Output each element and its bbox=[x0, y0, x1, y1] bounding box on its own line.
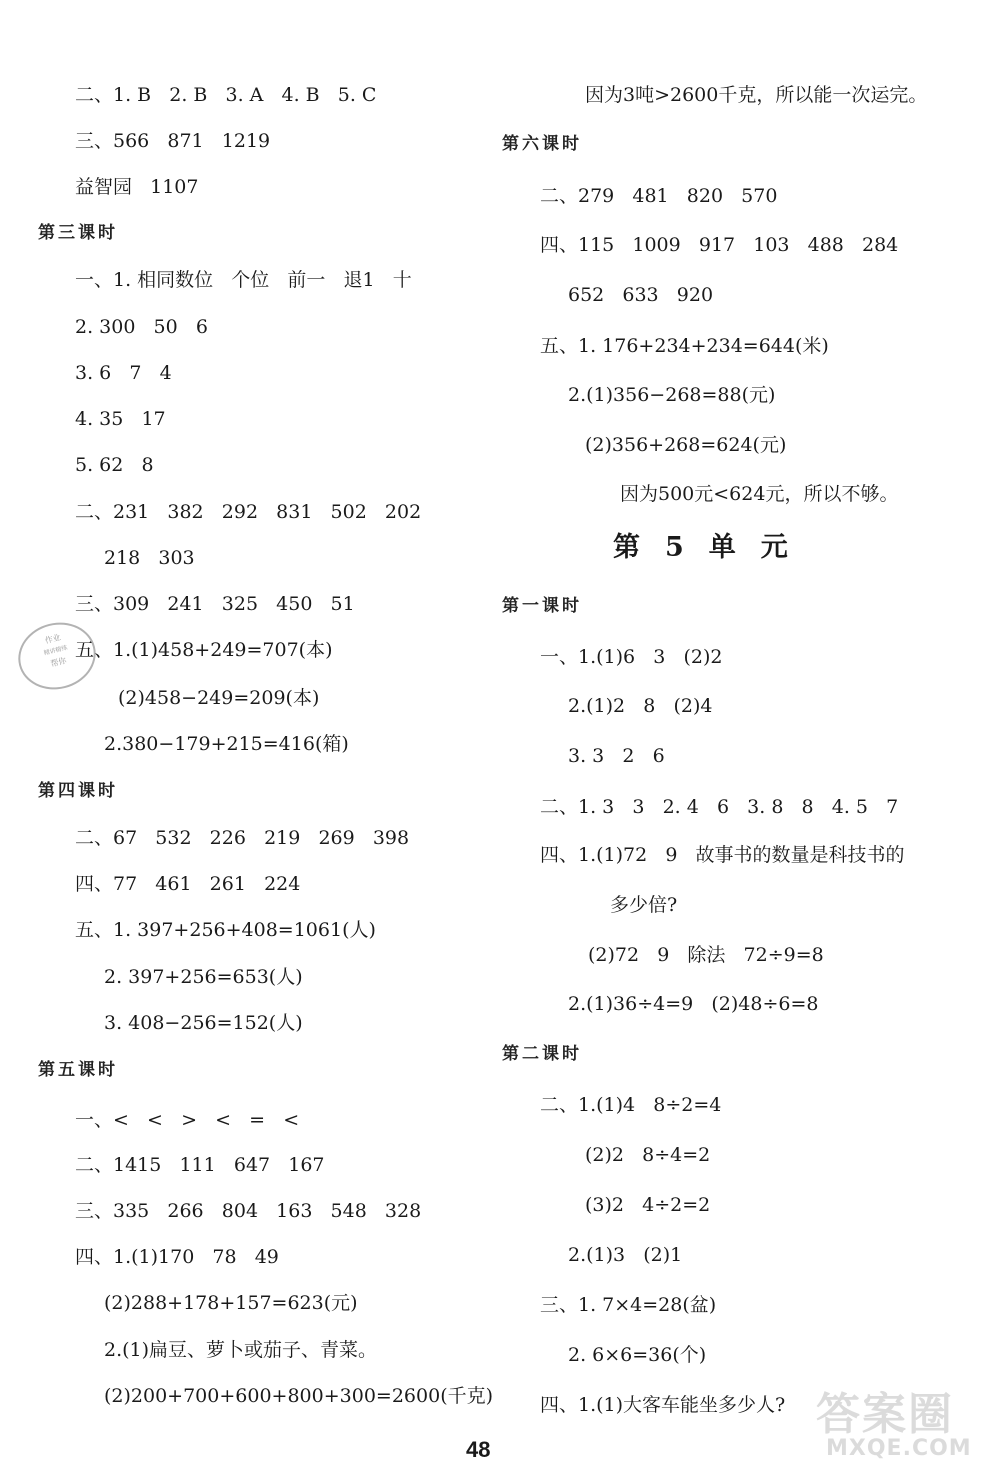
page-number: 48 bbox=[466, 1437, 491, 1462]
left-answer-line: 2. 300 50 6 bbox=[75, 316, 208, 338]
right-lesson-heading: 第一课时 bbox=[502, 596, 582, 616]
left-answer-line: 218 303 bbox=[104, 547, 195, 569]
left-answer-line: 五、1.(1)458+249=707(本) bbox=[75, 639, 333, 661]
left-column bbox=[0, 0, 494, 1471]
left-lesson-heading: 第三课时 bbox=[38, 223, 118, 243]
left-answer-line: 二、67 532 226 219 269 398 bbox=[75, 827, 410, 849]
watermark-cn: 答案圈 bbox=[816, 1389, 954, 1440]
right-answer-line: 四、1.(1)大客车能坐多少人? bbox=[540, 1394, 786, 1416]
right-answer-line: 三、1. 7×4=28(盆) bbox=[540, 1294, 717, 1316]
left-answer-line: 5. 62 8 bbox=[75, 454, 154, 476]
right-answer-line: 二、1.(1)4 8÷2=4 bbox=[540, 1094, 722, 1116]
left-answer-line: (2)288+178+157=623(元) bbox=[104, 1292, 358, 1314]
right-answer-line: 二、279 481 820 570 bbox=[540, 185, 778, 207]
left-answer-line: 二、1415 111 647 167 bbox=[75, 1154, 325, 1176]
left-answer-line: 三、566 871 1219 bbox=[75, 130, 271, 152]
left-answer-line: (2)458−249=209(本) bbox=[118, 687, 320, 709]
right-answer-line: 因为500元<624元，所以不够。 bbox=[620, 483, 899, 505]
left-answer-line: 3. 408−256=152(人) bbox=[104, 1012, 303, 1034]
stamp-text-1: 作业 bbox=[43, 632, 62, 646]
right-answer-line: (2)356+268=624(元) bbox=[585, 434, 787, 456]
right-answer-line: 多少倍? bbox=[610, 894, 678, 916]
right-answer-line: 2.(1)2 8 (2)4 bbox=[568, 695, 713, 717]
left-lesson-heading: 第五课时 bbox=[38, 1060, 118, 1080]
right-answer-line: 652 633 920 bbox=[568, 284, 714, 306]
left-answer-line: 2. 397+256=653(人) bbox=[104, 966, 303, 988]
right-lesson-heading: 第二课时 bbox=[502, 1044, 582, 1064]
right-answer-line: 五、1. 176+234+234=644(米) bbox=[540, 335, 829, 357]
right-answer-line: 2.(1)36÷4=9 (2)48÷6=8 bbox=[568, 993, 819, 1015]
right-column bbox=[500, 0, 970, 1471]
right-answer-line: 2. 6×6=36(个) bbox=[568, 1344, 707, 1366]
left-answer-line: 三、309 241 325 450 51 bbox=[75, 593, 355, 615]
left-answer-line: 4. 35 17 bbox=[75, 408, 166, 430]
right-answer-line: 2.(1)356−268=88(元) bbox=[568, 384, 776, 406]
left-answer-line: 一、1. 相同数位 个位 前一 退1 十 bbox=[75, 269, 412, 291]
left-answer-line: 五、1. 397+256+408=1061(人) bbox=[75, 919, 376, 941]
left-answer-line: 一、< < > < = < bbox=[75, 1109, 300, 1131]
right-answer-line: (3)2 4÷2=2 bbox=[585, 1194, 711, 1216]
stamp-text-2: 精讲精练 bbox=[43, 644, 69, 657]
left-answer-line: 二、1. B 2. B 3. A 4. B 5. C bbox=[75, 84, 377, 106]
right-answer-line: (2)72 9 除法 72÷9=8 bbox=[588, 944, 824, 966]
right-answer-line: 因为3吨>2600千克，所以能一次运完。 bbox=[585, 84, 928, 106]
left-answer-line: 四、1.(1)170 78 49 bbox=[75, 1246, 279, 1268]
right-answer-line: 四、115 1009 917 103 488 284 bbox=[540, 234, 899, 256]
right-lesson-heading: 第六课时 bbox=[502, 134, 582, 154]
watermark-en: MXQE.COM bbox=[826, 1436, 972, 1461]
right-answer-line: 一、1.(1)6 3 (2)2 bbox=[540, 646, 723, 668]
right-answer-line: (2)2 8÷4=2 bbox=[585, 1144, 711, 1166]
right-answer-line: 二、1. 3 3 2. 4 6 3. 8 8 4. 5 7 bbox=[540, 796, 899, 818]
left-answer-line: 四、77 461 261 224 bbox=[75, 873, 301, 895]
unit-title: 第5单元 bbox=[613, 532, 813, 563]
left-answer-line: 三、335 266 804 163 548 328 bbox=[75, 1200, 422, 1222]
right-answer-line: 四、1.(1)72 9 故事书的数量是科技书的 bbox=[540, 844, 905, 866]
left-answer-line: 二、231 382 292 831 502 202 bbox=[75, 501, 422, 523]
right-answer-line: 3. 3 2 6 bbox=[568, 745, 665, 767]
left-answer-line: 益智园 1107 bbox=[75, 176, 199, 198]
left-answer-line: 2.(1)扁豆、萝卜或茄子、青菜。 bbox=[104, 1339, 378, 1361]
left-answer-line: (2)200+700+600+800+300=2600(千克) bbox=[104, 1385, 494, 1407]
left-lesson-heading: 第四课时 bbox=[38, 781, 118, 801]
left-answer-line: 3. 6 7 4 bbox=[75, 362, 172, 384]
stamp-text-3: 帮你 bbox=[49, 656, 68, 669]
right-answer-line: 2.(1)3 (2)1 bbox=[568, 1244, 683, 1266]
watermark-logo bbox=[808, 1378, 993, 1468]
left-answer-line: 2.380−179+215=416(箱) bbox=[104, 733, 349, 755]
